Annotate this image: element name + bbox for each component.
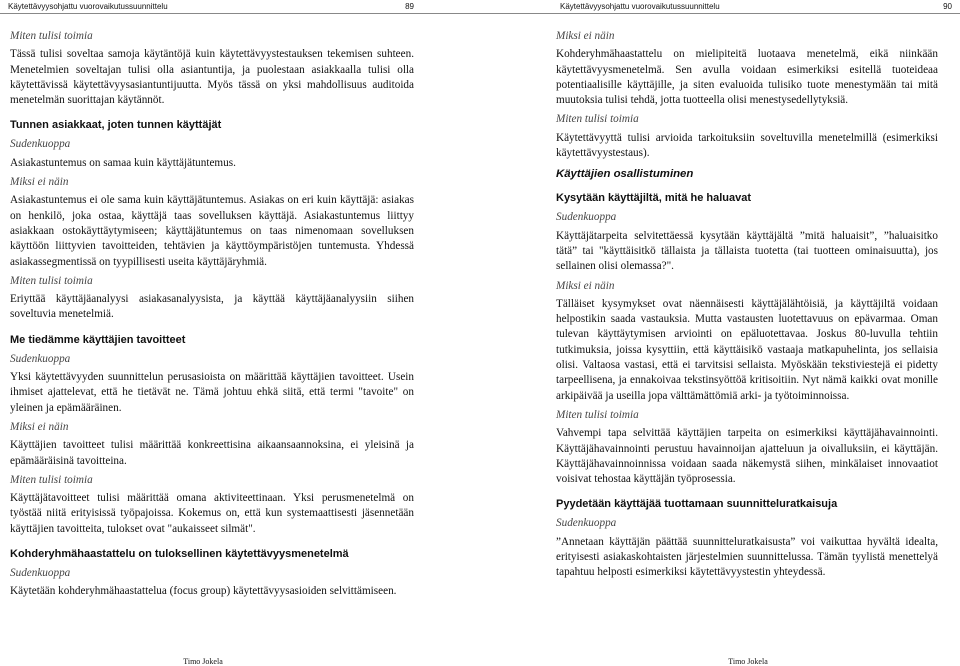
running-head bbox=[480, 0, 960, 14]
section-label: Miten tulisi toimia bbox=[10, 473, 93, 486]
section-label: Miten tulisi toimia bbox=[10, 30, 93, 42]
page-footer: Timo Jokela bbox=[183, 657, 223, 666]
running-title: Käytettävyysohjattu vuorovaikutussuunnittelu bbox=[8, 2, 168, 11]
section-label: Miksi ei näin bbox=[10, 176, 69, 189]
section-label: Sudenkuoppa bbox=[10, 567, 71, 580]
body-paragraph: Vahvempi tapa selvittää käyttäjien tarpeita on esimerkiksi käyttäjähavainnointi. Käyttäjähavainnointi perustuu havainnoijan ajatteluun ja oivalluksiin, ei käyttäjän. Käyttäjähavainnoinnissa voidaan saada näkemystä siihen, minkälaiset innovaatiot voisivat tehostaa käyttäjän työprosessia. bbox=[556, 427, 938, 486]
chapter-heading: Käyttäjien osallistuminen bbox=[556, 168, 694, 181]
page-number: 90 bbox=[943, 2, 952, 11]
body-paragraph: Tässä tulisi soveltaa samoja käytäntöjä kuin käytettävyystestauksen tekemisen suhteen. Menetelmien soveltajan tulisi olla asiantuntija, ja puolestaan asiakkaalla tulisi olla käytettävissä käytettävyysasiantuntijuutta. Myös tässä on yksi mahdollisuus auditoida menetelmän suorittajan käytännöt. bbox=[10, 48, 414, 107]
page-footer: Timo Jokela bbox=[728, 657, 768, 666]
body-paragraph: Käyttäjien tavoitteet tulisi määrittää konkreettisina aikaansaannoksina, ei yleisinä ja epämääräisinä tavoitteina. bbox=[10, 439, 414, 467]
section-label: Sudenkuoppa bbox=[10, 352, 71, 365]
section-label: Miksi ei näin bbox=[10, 420, 69, 433]
body-paragraph: ”Annetaan käyttäjän päättää suunnitteluratkaisusta” voi vaikuttaa hyvältä idealta, erityisesti asiakaskohtaisten järjestelmien suunnittelussa. Tämän tyylistä menettelyä tapahtuu helposti esimerkiksi käytettävyystestin yhteydessä. bbox=[556, 535, 938, 579]
running-head bbox=[0, 0, 480, 14]
section-label: Miten tulisi toimia bbox=[556, 113, 639, 126]
body-paragraph: Käytettävyyttä tulisi arvioida tarkoituksiin soveltuvilla menetelmillä (esimerkiksi käytettävyystestaus). bbox=[556, 131, 938, 160]
body-paragraph: Eriyttää käyttäjäanalyysi asiakasanalyysista, ja käyttää käyttäjäanalyysiin siihen soveltuvia menetelmiä. bbox=[10, 293, 414, 321]
section-label: Sudenkuoppa bbox=[10, 138, 71, 151]
body-paragraph: Tälläiset kysymykset ovat näennäisesti käyttäjälähtöisiä, ja käyttäjiltä voidaan helpostikin saada vastauksia. Mutta vastausten luotettavuus on epävarmaa. Oman tulevan käyttäytymisen arviointi on epäluotettavaa. Joskus 80-luvulla tehtiin tutkimuksia, joissa kysyttiin, että käyttäisikö vastaaja matkapuhelinta, jos sellaisia olisi. Valtaosa vastasi, että ei tarvitsisi sellaista. Myöskään tekstiviestejä ei pidetty tarpeellisena, ja ennakoivaa tekstinsyöttöä kritisoitiin. Nyt nämä kaikki ovat monille arkipäivää ja useilla jopa välttämättömiä arki- ja työtoiminnoissa. bbox=[556, 297, 938, 402]
page-number: 89 bbox=[405, 2, 414, 11]
section-heading: Kysytään käyttäjiltä, mitä he haluavat bbox=[556, 192, 752, 205]
section-heading: Tunnen asiakkaat, joten tunnen käyttäjät bbox=[10, 119, 222, 132]
right-page bbox=[480, 0, 960, 666]
body-paragraph: Käyttäjätarpeita selvitettäessä kysytään käyttäjältä ”mitä haluaisit”, ”haluaisitko tätä” tai "käyttäisitkö tällaista ja tällaista tuotetta (tai tuotteen ominaisuutta), jos sellainen olisi olemassa?". bbox=[556, 229, 938, 273]
section-heading: Kohderyhmähaastattelu on tuloksellinen käytettävyysmenetelmä bbox=[10, 548, 349, 561]
body-paragraph: Yksi käytettävyyden suunnittelun perusasioista on määrittää käyttäjien tavoitteet. Usein ihmiset ajattelevat, että he tietävät ne. Tämä johtuu ehkä siitä, että termi "tavoite" on yleinen ja epämääräinen. bbox=[10, 371, 414, 414]
body-paragraph: Käyttäjätavoitteet tulisi määrittää omana aktiviteettinaan. Yksi perusmenetelmä on työstää niitä erityisissä työpajoissa. Kokemus on, että kun systemaattisesti jäsennetään käyttäjien tavoitteita, tulokset ovat "aukaisseet silmät". bbox=[10, 492, 414, 535]
section-heading: Me tiedämme käyttäjien tavoitteet bbox=[10, 333, 186, 346]
section-label: Miten tulisi toimia bbox=[556, 408, 639, 421]
body-paragraph: Käytetään kohderyhmähaastattelua (focus group) käytettävyysasioiden selvittämiseen. bbox=[10, 585, 397, 598]
section-label: Sudenkuoppa bbox=[556, 211, 617, 224]
body-paragraph: Asiakastuntemus on samaa kuin käyttäjätuntemus. bbox=[10, 156, 236, 169]
body-paragraph: Kohderyhmähaastattelu on mielipiteitä luotaava menetelmä, eikä niinkään käytettävyysmenetelmä. Sen avulla voidaan esimerkiksi esitellä tuoteideaa potentiaalisille käyttäjille, ja siten evaluoida tulisiko tuote menestymään tai mitä muutoksia tulisi tehdä, jotta tuotteella olisi menestysedellytyksiä. bbox=[556, 48, 938, 107]
section-heading: Pyydetään käyttäjää tuottamaan suunnitteluratkaisuja bbox=[556, 498, 838, 511]
page-content bbox=[10, 29, 414, 604]
section-label: Miksi ei näin bbox=[556, 279, 615, 292]
section-label: Miten tulisi toimia bbox=[10, 274, 93, 287]
page-content bbox=[556, 29, 938, 585]
section-label: Miksi ei näin bbox=[556, 30, 615, 42]
section-label: Sudenkuoppa bbox=[556, 517, 617, 530]
running-title: Käytettävyysohjattu vuorovaikutussuunnittelu bbox=[560, 2, 720, 11]
body-paragraph: Asiakastuntemus ei ole sama kuin käyttäjätuntemus. Asiakas on eri kuin käyttäjä: asiakas on henkilö, joka ostaa, käyttäjä taas sovelluksen käyttäjä. Asiakastuntemus liittyy asiakkaan ostokäyttäytymiseen; käyttäjätuntemus on taas nimenomaan sovelluksen käyttöön liittyvien tavoitteiden, tehtävien ja käyttöympäristöjen tuntemusta. Yhdessä asiakassegmentissä on tyypillisesti useita käyttäjäryhmiä. bbox=[10, 194, 414, 268]
